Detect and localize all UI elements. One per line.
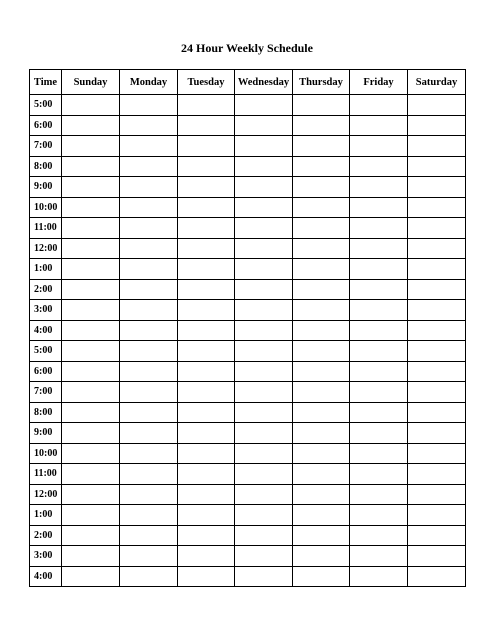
schedule-cell[interactable] xyxy=(235,136,293,157)
schedule-cell[interactable] xyxy=(62,402,120,423)
schedule-cell[interactable] xyxy=(293,238,350,259)
schedule-cell[interactable] xyxy=(235,525,293,546)
time-label: 7:00 xyxy=(30,136,62,157)
schedule-cell[interactable] xyxy=(293,464,350,485)
time-label: 1:00 xyxy=(30,259,62,280)
schedule-cell[interactable] xyxy=(293,156,350,177)
schedule-cell[interactable] xyxy=(120,177,178,198)
schedule-cell[interactable] xyxy=(62,115,120,136)
header-day-tuesday: Tuesday xyxy=(178,70,235,95)
schedule-cell[interactable] xyxy=(408,505,466,526)
schedule-cell[interactable] xyxy=(120,279,178,300)
schedule-cell[interactable] xyxy=(293,505,350,526)
table-row xyxy=(30,156,466,177)
schedule-cell[interactable] xyxy=(350,95,408,116)
schedule-cell[interactable] xyxy=(120,484,178,505)
schedule-cell[interactable] xyxy=(408,197,466,218)
schedule-cell[interactable] xyxy=(120,136,178,157)
schedule-cell[interactable] xyxy=(120,238,178,259)
table-row xyxy=(30,341,466,362)
table-row xyxy=(30,525,466,546)
schedule-cell[interactable] xyxy=(235,423,293,444)
schedule-cell[interactable] xyxy=(120,546,178,567)
schedule-cell[interactable] xyxy=(293,177,350,198)
schedule-cell[interactable] xyxy=(350,484,408,505)
time-label: 12:00 xyxy=(30,484,62,505)
schedule-cell[interactable] xyxy=(408,382,466,403)
schedule-cell[interactable] xyxy=(235,443,293,464)
schedule-cell[interactable] xyxy=(408,259,466,280)
schedule-cell[interactable] xyxy=(235,464,293,485)
schedule-cell[interactable] xyxy=(62,320,120,341)
time-label: 5:00 xyxy=(30,341,62,362)
time-label: 4:00 xyxy=(30,566,62,587)
schedule-cell[interactable] xyxy=(178,259,235,280)
schedule-cell[interactable] xyxy=(293,546,350,567)
table-row xyxy=(30,382,466,403)
header-day-friday: Friday xyxy=(350,70,408,95)
schedule-cell[interactable] xyxy=(235,546,293,567)
schedule-cell[interactable] xyxy=(120,95,178,116)
schedule-cell[interactable] xyxy=(178,300,235,321)
schedule-cell[interactable] xyxy=(293,423,350,444)
schedule-cell[interactable] xyxy=(120,300,178,321)
schedule-cell[interactable] xyxy=(178,238,235,259)
schedule-cell[interactable] xyxy=(293,443,350,464)
schedule-cell[interactable] xyxy=(350,177,408,198)
table-row xyxy=(30,464,466,485)
schedule-cell[interactable] xyxy=(408,300,466,321)
schedule-cell[interactable] xyxy=(178,484,235,505)
time-label: 8:00 xyxy=(30,402,62,423)
schedule-cell[interactable] xyxy=(235,259,293,280)
table-row xyxy=(30,423,466,444)
schedule-cell[interactable] xyxy=(350,341,408,362)
schedule-cell[interactable] xyxy=(408,443,466,464)
schedule-cell[interactable] xyxy=(350,320,408,341)
schedule-cell[interactable] xyxy=(62,341,120,362)
schedule-cell[interactable] xyxy=(120,320,178,341)
schedule-cell[interactable] xyxy=(178,443,235,464)
schedule-cell[interactable] xyxy=(178,361,235,382)
schedule-cell[interactable] xyxy=(350,156,408,177)
schedule-cell[interactable] xyxy=(350,115,408,136)
time-label: 3:00 xyxy=(30,300,62,321)
table-row xyxy=(30,136,466,157)
schedule-cell[interactable] xyxy=(62,546,120,567)
page-title: 24 Hour Weekly Schedule xyxy=(181,41,313,55)
schedule-cell[interactable] xyxy=(408,464,466,485)
schedule-cell[interactable] xyxy=(178,525,235,546)
schedule-cell[interactable] xyxy=(235,95,293,116)
schedule-cell[interactable] xyxy=(293,361,350,382)
schedule-cell[interactable] xyxy=(350,238,408,259)
schedule-cell[interactable] xyxy=(120,464,178,485)
schedule-cell[interactable] xyxy=(178,402,235,423)
time-label: 11:00 xyxy=(30,464,62,485)
schedule-cell[interactable] xyxy=(408,525,466,546)
schedule-cell[interactable] xyxy=(408,361,466,382)
time-label: 11:00 xyxy=(30,218,62,239)
schedule-cell[interactable] xyxy=(350,443,408,464)
schedule-cell[interactable] xyxy=(62,423,120,444)
schedule-cell[interactable] xyxy=(293,279,350,300)
schedule-cell[interactable] xyxy=(350,464,408,485)
time-label: 9:00 xyxy=(30,423,62,444)
schedule-cell[interactable] xyxy=(350,382,408,403)
header-day-thursday: Thursday xyxy=(293,70,350,95)
schedule-cell[interactable] xyxy=(62,197,120,218)
schedule-cell[interactable] xyxy=(408,484,466,505)
schedule-cell[interactable] xyxy=(120,525,178,546)
header-time: Time xyxy=(30,70,62,95)
schedule-cell[interactable] xyxy=(350,402,408,423)
schedule-cell[interactable] xyxy=(235,320,293,341)
schedule-cell[interactable] xyxy=(350,279,408,300)
schedule-cell[interactable] xyxy=(408,320,466,341)
schedule-cell[interactable] xyxy=(178,566,235,587)
schedule-cell[interactable] xyxy=(350,259,408,280)
schedule-cell[interactable] xyxy=(235,341,293,362)
table-row xyxy=(30,177,466,198)
header-day-saturday: Saturday xyxy=(408,70,466,95)
table-row xyxy=(30,320,466,341)
schedule-cell[interactable] xyxy=(178,115,235,136)
schedule-cell[interactable] xyxy=(62,156,120,177)
schedule-cell[interactable] xyxy=(62,218,120,239)
schedule-cell[interactable] xyxy=(408,115,466,136)
schedule-cell[interactable] xyxy=(235,300,293,321)
schedule-cell[interactable] xyxy=(408,177,466,198)
schedule-cell[interactable] xyxy=(408,423,466,444)
schedule-cell[interactable] xyxy=(62,443,120,464)
schedule-cell[interactable] xyxy=(62,566,120,587)
table-row xyxy=(30,505,466,526)
schedule-cell[interactable] xyxy=(235,156,293,177)
header-row xyxy=(30,70,466,95)
schedule-cell[interactable] xyxy=(178,218,235,239)
time-label: 1:00 xyxy=(30,505,62,526)
schedule-cell[interactable] xyxy=(178,136,235,157)
time-label: 5:00 xyxy=(30,95,62,116)
table-row xyxy=(30,566,466,587)
schedule-cell[interactable] xyxy=(120,115,178,136)
schedule-cell[interactable] xyxy=(235,177,293,198)
time-label: 10:00 xyxy=(30,197,62,218)
schedule-cell[interactable] xyxy=(120,341,178,362)
schedule-cell[interactable] xyxy=(293,95,350,116)
schedule-cell[interactable] xyxy=(408,402,466,423)
schedule-cell[interactable] xyxy=(235,361,293,382)
schedule-cell[interactable] xyxy=(235,505,293,526)
schedule-cell[interactable] xyxy=(62,279,120,300)
schedule-cell[interactable] xyxy=(178,505,235,526)
schedule-cell[interactable] xyxy=(120,197,178,218)
schedule-cell[interactable] xyxy=(120,156,178,177)
schedule-cell[interactable] xyxy=(235,197,293,218)
schedule-cell[interactable] xyxy=(120,218,178,239)
schedule-cell[interactable] xyxy=(350,505,408,526)
schedule-cell[interactable] xyxy=(62,484,120,505)
schedule-cell[interactable] xyxy=(408,156,466,177)
table-row xyxy=(30,279,466,300)
time-label: 7:00 xyxy=(30,382,62,403)
schedule-cell[interactable] xyxy=(408,341,466,362)
schedule-cell[interactable] xyxy=(235,115,293,136)
schedule-cell[interactable] xyxy=(235,382,293,403)
schedule-cell[interactable] xyxy=(120,443,178,464)
schedule-cell[interactable] xyxy=(408,218,466,239)
time-label: 6:00 xyxy=(30,361,62,382)
schedule-cell[interactable] xyxy=(408,279,466,300)
schedule-cell[interactable] xyxy=(178,177,235,198)
table-row xyxy=(30,115,466,136)
time-label: 3:00 xyxy=(30,546,62,567)
schedule-cell[interactable] xyxy=(293,218,350,239)
time-label: 12:00 xyxy=(30,238,62,259)
schedule-cell[interactable] xyxy=(178,156,235,177)
schedule-cell[interactable] xyxy=(350,361,408,382)
schedule-cell[interactable] xyxy=(62,177,120,198)
schedule-cell[interactable] xyxy=(62,136,120,157)
schedule-cell[interactable] xyxy=(350,218,408,239)
table-row xyxy=(30,238,466,259)
schedule-cell[interactable] xyxy=(350,566,408,587)
table-row xyxy=(30,484,466,505)
table-row xyxy=(30,361,466,382)
schedule-cell[interactable] xyxy=(350,300,408,321)
schedule-cell[interactable] xyxy=(293,484,350,505)
schedule-cell[interactable] xyxy=(350,197,408,218)
schedule-cell[interactable] xyxy=(293,525,350,546)
schedule-cell[interactable] xyxy=(62,95,120,116)
schedule-cell[interactable] xyxy=(62,259,120,280)
schedule-cell[interactable] xyxy=(120,505,178,526)
schedule-body xyxy=(30,95,466,587)
schedule-cell[interactable] xyxy=(178,197,235,218)
table-row xyxy=(30,95,466,116)
schedule-cell[interactable] xyxy=(178,423,235,444)
table-row xyxy=(30,300,466,321)
schedule-cell[interactable] xyxy=(178,546,235,567)
schedule-cell[interactable] xyxy=(235,218,293,239)
time-label: 2:00 xyxy=(30,525,62,546)
schedule-cell[interactable] xyxy=(62,361,120,382)
schedule-cell[interactable] xyxy=(293,115,350,136)
schedule-cell[interactable] xyxy=(350,546,408,567)
time-label: 10:00 xyxy=(30,443,62,464)
schedule-cell[interactable] xyxy=(408,238,466,259)
schedule-cell[interactable] xyxy=(62,382,120,403)
schedule-cell[interactable] xyxy=(178,279,235,300)
schedule-cell[interactable] xyxy=(120,402,178,423)
table-row xyxy=(30,218,466,239)
time-label: 2:00 xyxy=(30,279,62,300)
schedule-cell[interactable] xyxy=(293,341,350,362)
schedule-cell[interactable] xyxy=(350,136,408,157)
header-day-wednesday: Wednesday xyxy=(235,70,293,95)
schedule-cell[interactable] xyxy=(178,320,235,341)
schedule-cell[interactable] xyxy=(178,341,235,362)
schedule-cell[interactable] xyxy=(293,320,350,341)
schedule-cell[interactable] xyxy=(62,300,120,321)
schedule-cell[interactable] xyxy=(62,505,120,526)
time-label: 8:00 xyxy=(30,156,62,177)
table-row xyxy=(30,197,466,218)
schedule-cell[interactable] xyxy=(235,402,293,423)
schedule-cell[interactable] xyxy=(235,238,293,259)
schedule-cell[interactable] xyxy=(350,525,408,546)
schedule-cell[interactable] xyxy=(408,95,466,116)
time-label: 9:00 xyxy=(30,177,62,198)
schedule-cell[interactable] xyxy=(408,136,466,157)
header-day-monday: Monday xyxy=(120,70,178,95)
schedule-cell[interactable] xyxy=(293,300,350,321)
schedule-cell[interactable] xyxy=(178,464,235,485)
schedule-cell[interactable] xyxy=(120,566,178,587)
table-row xyxy=(30,443,466,464)
schedule-cell[interactable] xyxy=(293,136,350,157)
schedule-cell[interactable] xyxy=(408,546,466,567)
schedule-cell[interactable] xyxy=(408,566,466,587)
schedule-cell[interactable] xyxy=(62,464,120,485)
schedule-cell[interactable] xyxy=(235,566,293,587)
schedule-cell[interactable] xyxy=(178,382,235,403)
table-row xyxy=(30,402,466,423)
schedule-cell[interactable] xyxy=(120,423,178,444)
schedule-cell[interactable] xyxy=(120,259,178,280)
schedule-cell[interactable] xyxy=(293,382,350,403)
schedule-cell[interactable] xyxy=(62,525,120,546)
schedule-cell[interactable] xyxy=(293,259,350,280)
time-label: 4:00 xyxy=(30,320,62,341)
schedule-cell[interactable] xyxy=(350,423,408,444)
header-day-sunday: Sunday xyxy=(62,70,120,95)
time-label: 6:00 xyxy=(30,115,62,136)
schedule-cell[interactable] xyxy=(293,402,350,423)
schedule-cell[interactable] xyxy=(178,95,235,116)
schedule-cell[interactable] xyxy=(62,238,120,259)
schedule-cell[interactable] xyxy=(293,566,350,587)
table-row xyxy=(30,546,466,567)
schedule-cell[interactable] xyxy=(120,361,178,382)
schedule-cell[interactable] xyxy=(235,279,293,300)
schedule-cell[interactable] xyxy=(120,382,178,403)
schedule-cell[interactable] xyxy=(293,197,350,218)
table-row xyxy=(30,259,466,280)
schedule-cell[interactable] xyxy=(235,484,293,505)
weekly-schedule-table xyxy=(29,69,466,587)
